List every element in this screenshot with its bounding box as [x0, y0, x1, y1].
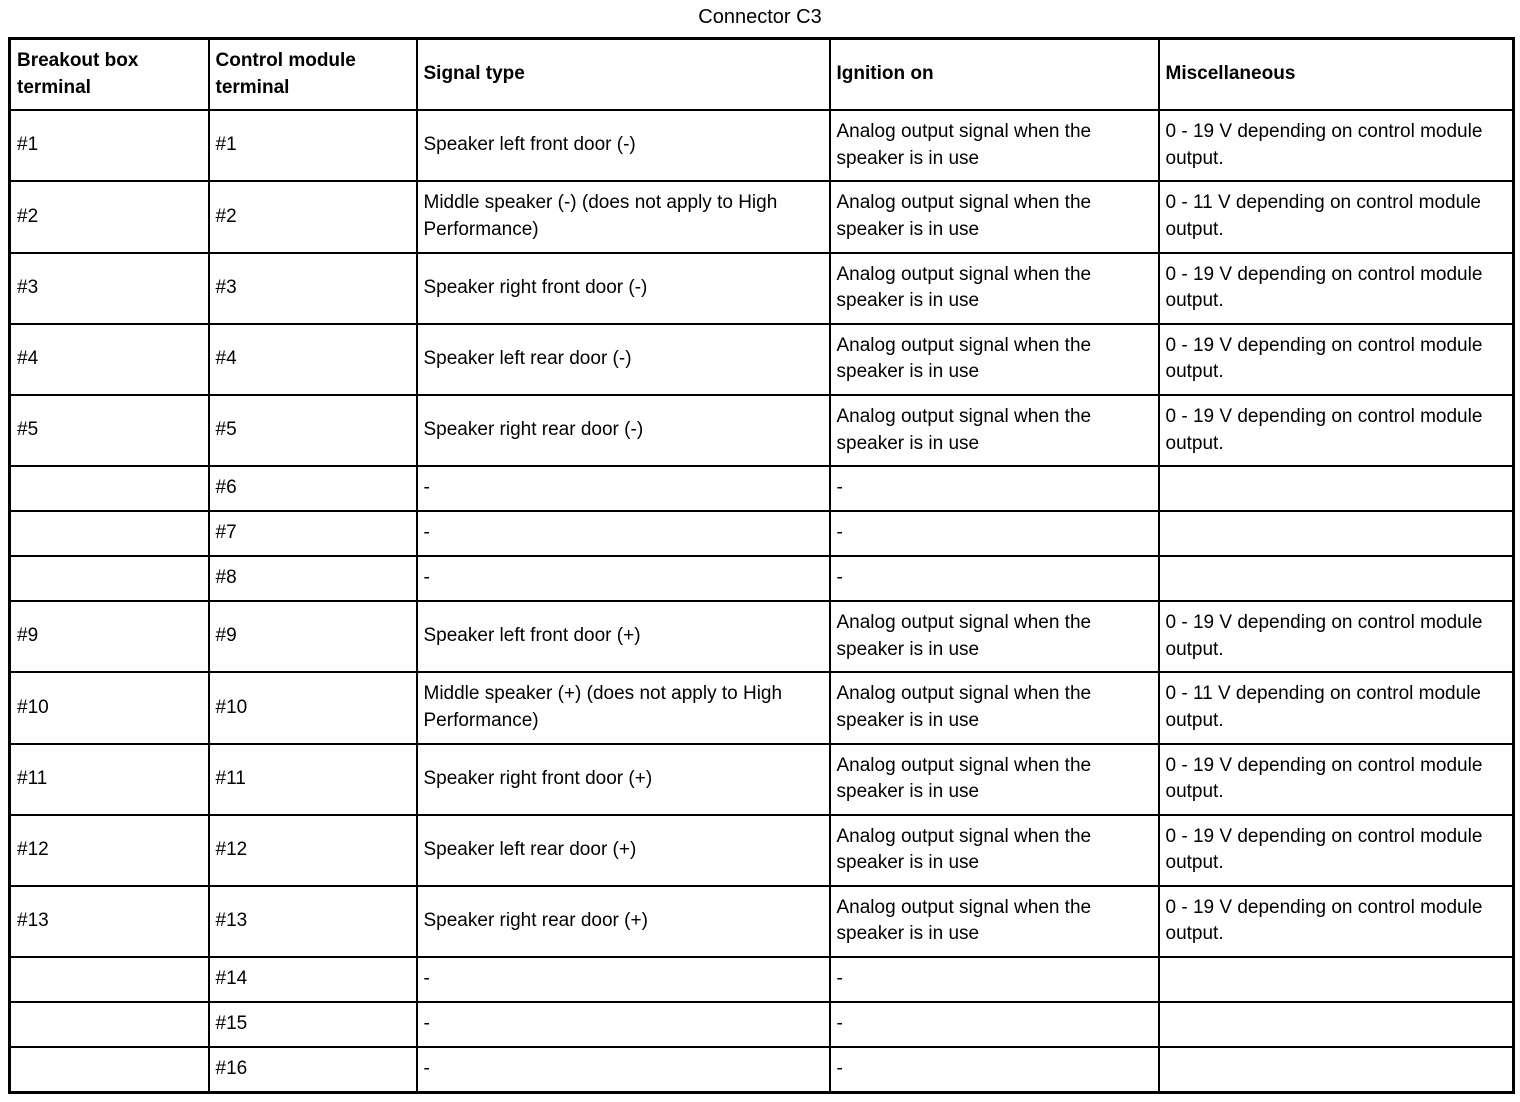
table-cell: #2 — [10, 181, 209, 252]
table-row — [10, 466, 1514, 511]
table-cell: #9 — [10, 601, 209, 672]
table-row — [10, 744, 1514, 815]
table-row — [10, 253, 1514, 324]
table-cell — [1159, 957, 1514, 1002]
table-cell: 0 - 19 V depending on control module output. — [1159, 601, 1514, 672]
table-cell: 0 - 19 V depending on control module output. — [1159, 886, 1514, 957]
connector-table — [8, 37, 1515, 1094]
table-cell: Analog output signal when the speaker is in use — [830, 253, 1159, 324]
table-cell: Analog output signal when the speaker is in use — [830, 815, 1159, 886]
table-row — [10, 110, 1514, 181]
table-cell: #4 — [10, 324, 209, 395]
table-cell — [10, 556, 209, 601]
table-row — [10, 511, 1514, 556]
table-cell: #14 — [209, 957, 417, 1002]
table-cell: - — [830, 466, 1159, 511]
table-cell: #9 — [209, 601, 417, 672]
table-cell: Analog output signal when the speaker is in use — [830, 672, 1159, 743]
header-breakout-box-terminal: Breakout box terminal — [10, 39, 209, 111]
header-row — [10, 39, 1514, 111]
table-cell: Analog output signal when the speaker is in use — [830, 395, 1159, 466]
table-cell: - — [830, 1047, 1159, 1093]
table-cell: #10 — [209, 672, 417, 743]
table-cell: #13 — [10, 886, 209, 957]
table-cell: - — [830, 556, 1159, 601]
table-cell: #3 — [209, 253, 417, 324]
table-cell — [10, 466, 209, 511]
header-ignition-on: Ignition on — [830, 39, 1159, 111]
table-cell: - — [417, 466, 830, 511]
table-row — [10, 181, 1514, 252]
table-row — [10, 324, 1514, 395]
table-cell — [1159, 1047, 1514, 1093]
table-cell: - — [830, 511, 1159, 556]
table-cell: Middle speaker (-) (does not apply to High Performance) — [417, 181, 830, 252]
table-row — [10, 672, 1514, 743]
table-row — [10, 957, 1514, 1002]
table-cell: - — [830, 957, 1159, 1002]
table-cell: 0 - 11 V depending on control module output. — [1159, 672, 1514, 743]
table-cell: #16 — [209, 1047, 417, 1093]
table-row — [10, 395, 1514, 466]
table-cell — [10, 511, 209, 556]
table-cell: Analog output signal when the speaker is in use — [830, 744, 1159, 815]
table-cell: #15 — [209, 1002, 417, 1047]
table-body — [10, 110, 1514, 1092]
table-cell — [1159, 1002, 1514, 1047]
table-cell — [10, 1047, 209, 1093]
table-cell — [10, 1002, 209, 1047]
table-cell: #4 — [209, 324, 417, 395]
table-row — [10, 556, 1514, 601]
table-cell: #10 — [10, 672, 209, 743]
table-cell: Speaker left rear door (-) — [417, 324, 830, 395]
header-signal-type: Signal type — [417, 39, 830, 111]
table-cell: 0 - 11 V depending on control module output. — [1159, 181, 1514, 252]
table-cell: #12 — [209, 815, 417, 886]
table-cell — [1159, 466, 1514, 511]
table-cell: Analog output signal when the speaker is in use — [830, 181, 1159, 252]
table-cell: 0 - 19 V depending on control module output. — [1159, 395, 1514, 466]
table-cell: #5 — [209, 395, 417, 466]
table-cell: 0 - 19 V depending on control module output. — [1159, 744, 1514, 815]
table-cell: Speaker right rear door (-) — [417, 395, 830, 466]
table-cell: #11 — [10, 744, 209, 815]
table-cell: #3 — [10, 253, 209, 324]
table-cell: 0 - 19 V depending on control module output. — [1159, 815, 1514, 886]
table-cell — [1159, 556, 1514, 601]
table-cell: #11 — [209, 744, 417, 815]
table-cell: #13 — [209, 886, 417, 957]
table-cell: Speaker right front door (-) — [417, 253, 830, 324]
table-row — [10, 601, 1514, 672]
table-row — [10, 1047, 1514, 1093]
table-cell: Speaker right rear door (+) — [417, 886, 830, 957]
table-cell: #7 — [209, 511, 417, 556]
table-cell: Analog output signal when the speaker is in use — [830, 110, 1159, 181]
table-cell: Speaker right front door (+) — [417, 744, 830, 815]
table-cell: 0 - 19 V depending on control module output. — [1159, 110, 1514, 181]
table-row — [10, 815, 1514, 886]
table-cell: #5 — [10, 395, 209, 466]
table-cell: Speaker left front door (-) — [417, 110, 830, 181]
table-row — [10, 886, 1514, 957]
table-cell: #2 — [209, 181, 417, 252]
table-cell: Analog output signal when the speaker is in use — [830, 601, 1159, 672]
table-cell: 0 - 19 V depending on control module output. — [1159, 253, 1514, 324]
table-cell: Speaker left rear door (+) — [417, 815, 830, 886]
table-cell — [10, 957, 209, 1002]
table-cell: #8 — [209, 556, 417, 601]
table-cell: - — [417, 1047, 830, 1093]
page-title: Connector C3 — [698, 6, 822, 28]
table-cell — [1159, 511, 1514, 556]
table-cell: 0 - 19 V depending on control module output. — [1159, 324, 1514, 395]
table-cell: Speaker left front door (+) — [417, 601, 830, 672]
table-cell: - — [417, 1002, 830, 1047]
table-cell: - — [417, 511, 830, 556]
table-row — [10, 1002, 1514, 1047]
table-cell: #12 — [10, 815, 209, 886]
table-cell: #6 — [209, 466, 417, 511]
table-cell: #1 — [209, 110, 417, 181]
table-cell: Middle speaker (+) (does not apply to High Performance) — [417, 672, 830, 743]
table-cell: - — [417, 957, 830, 1002]
table-cell: #1 — [10, 110, 209, 181]
table-cell: Analog output signal when the speaker is in use — [830, 886, 1159, 957]
table-cell: - — [830, 1002, 1159, 1047]
table-cell: - — [417, 556, 830, 601]
table-cell: Analog output signal when the speaker is in use — [830, 324, 1159, 395]
header-control-module-terminal: Control module terminal — [209, 39, 417, 111]
header-miscellaneous: Miscellaneous — [1159, 39, 1514, 111]
